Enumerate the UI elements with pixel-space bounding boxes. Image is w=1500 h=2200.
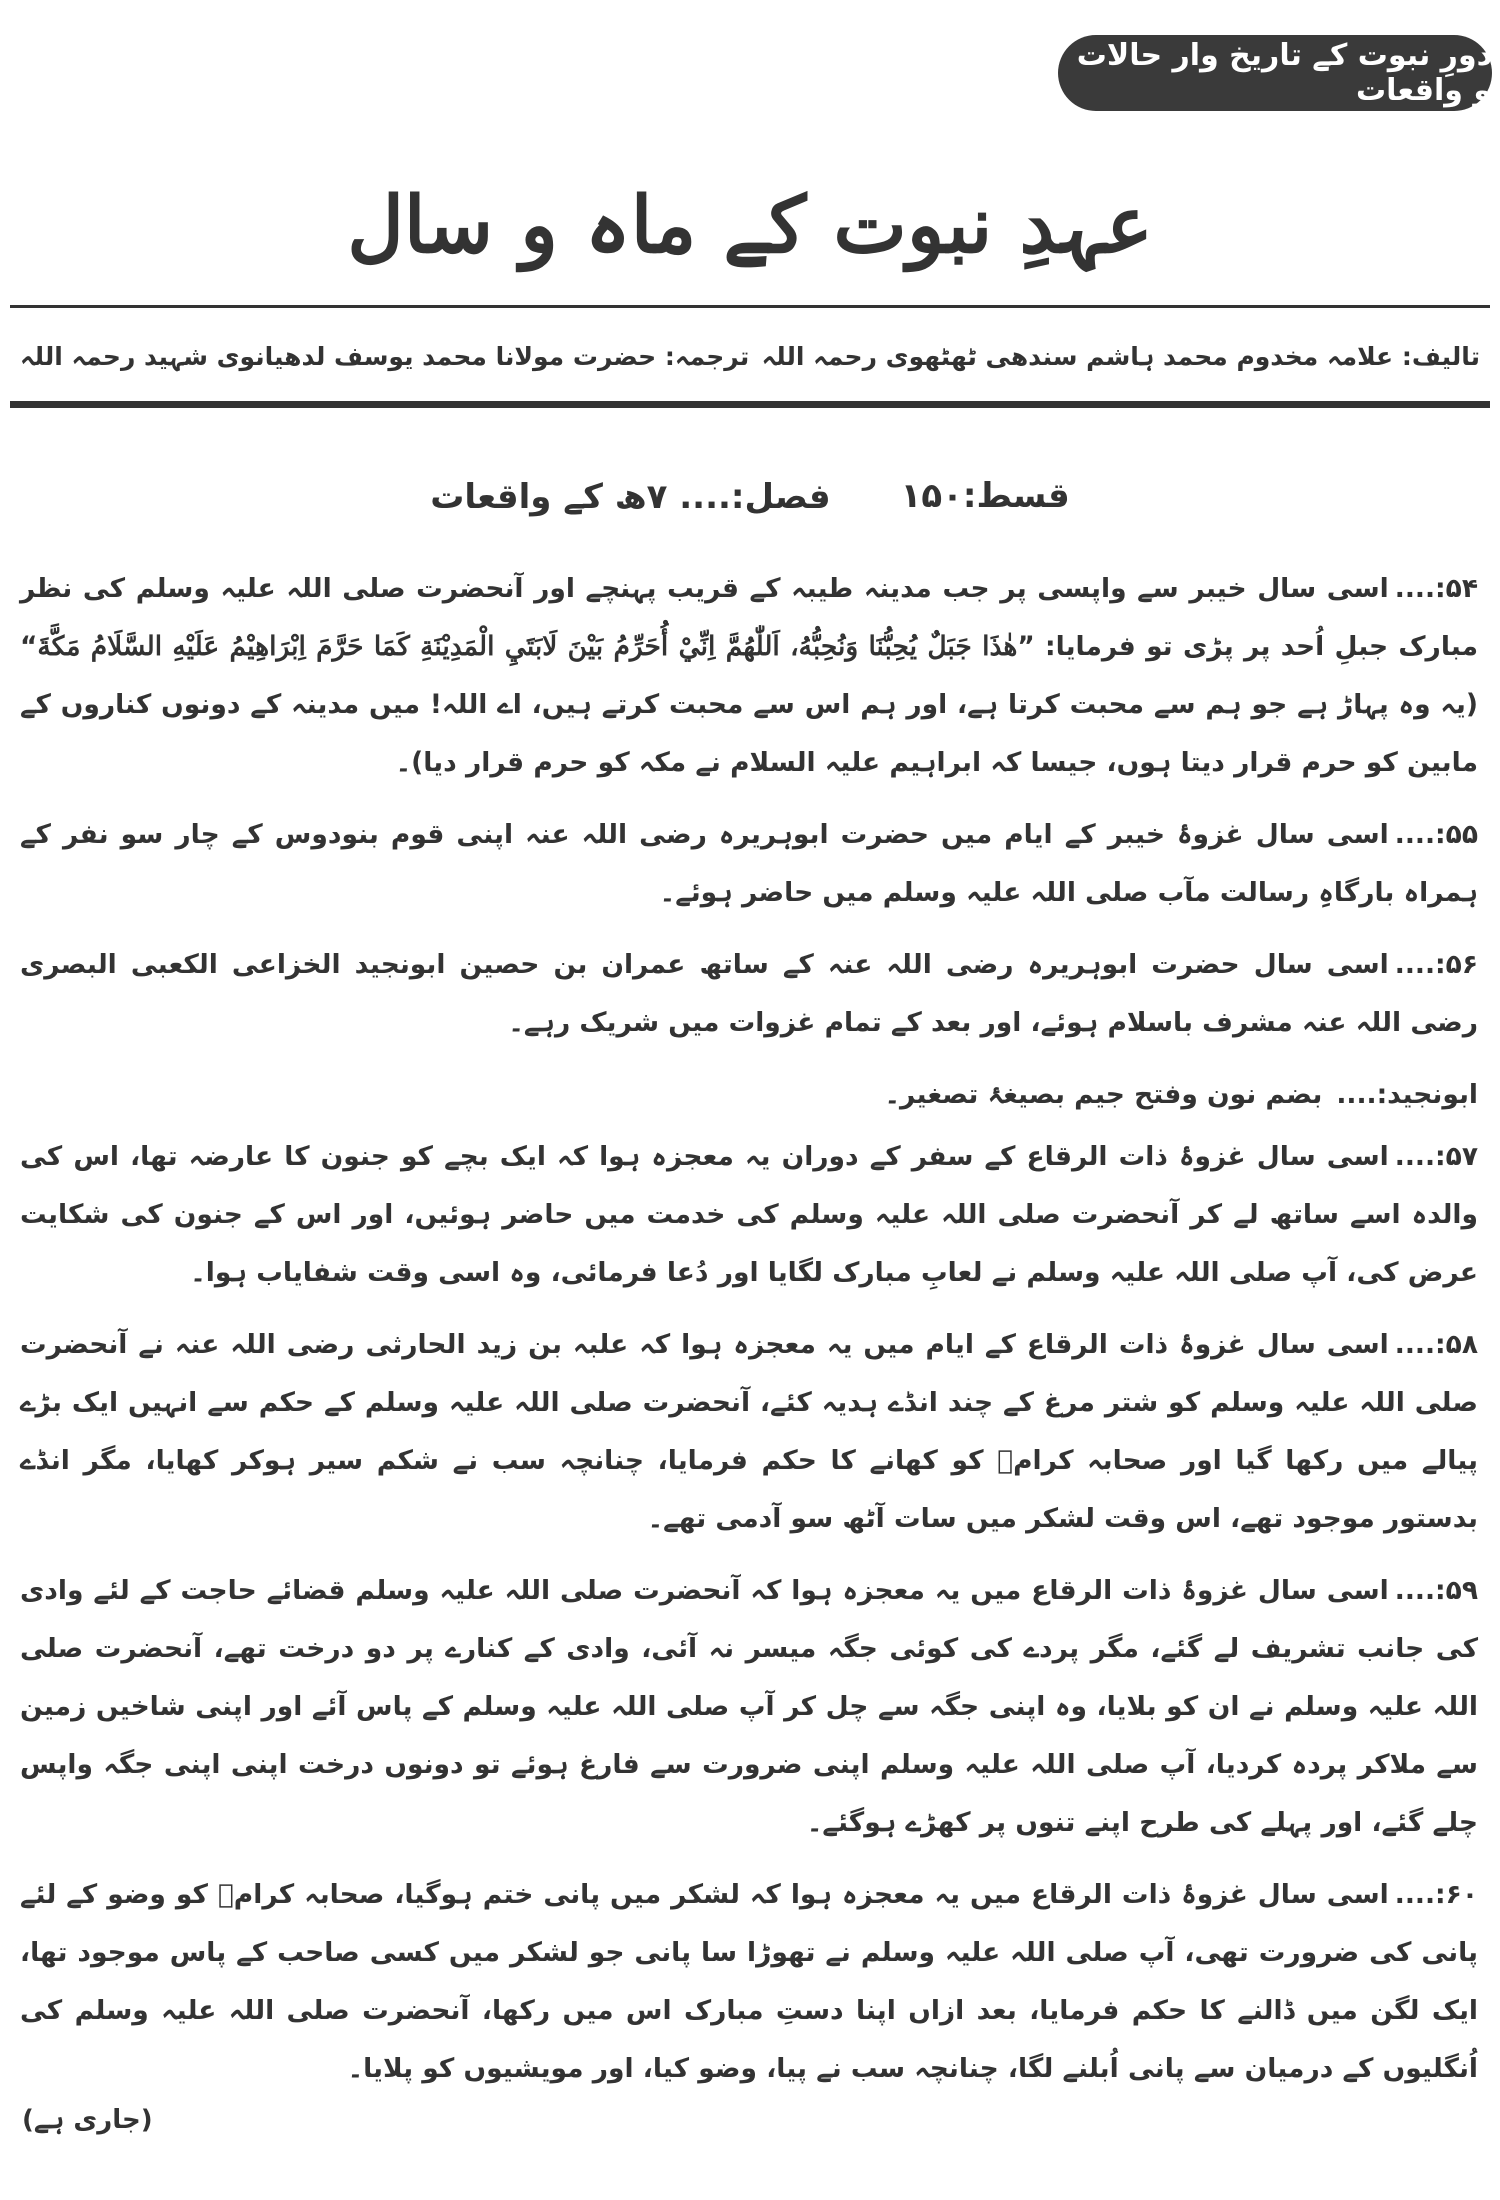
paragraph-number: ۵۶:.... <box>1394 949 1478 980</box>
paragraph-55 <box>20 806 1478 922</box>
page-title: عہدِ نبوت کے ماہ و سال <box>347 180 1153 271</box>
paragraph-text: اسی سال غزوۂ خیبر کے ایام میں حضرت ابوہریرہ رضی اللہ عنہ اپنی قوم بنودوس کے چار سو نفر کے ہمراہ بارگاہِ رسالت مآب صلی اللہ علیہ وسلم میں حاضر ہوئے۔ <box>20 819 1478 908</box>
paragraph-54 <box>20 560 1478 792</box>
paragraph-text: اسی سال حضرت ابوہریرہ رضی اللہ عنہ کے ساتھ عمران بن حصین ابونجید الخزاعی الکعبی البصری رضی اللہ عنہ مشرف باسلام ہوئے، اور بعد کے تمام غزوات میں شریک رہے۔ <box>20 949 1478 1038</box>
divider-top <box>10 305 1490 308</box>
section-tab: دورِ نبوت کے تاریخ وار حالات و واقعات <box>1058 35 1492 111</box>
author-name: علامہ مخدوم محمد ہاشم سندھی ٹھٹھوی رحمہ اللہ <box>761 341 1394 371</box>
author-credit <box>762 342 1480 371</box>
paragraph-number: ۵۷:.... <box>1394 1141 1478 1172</box>
paragraph-58 <box>20 1316 1478 1548</box>
article-body <box>20 560 1478 2112</box>
paragraph-text-after: “ (یہ وہ پہاڑ ہے جو ہم سے محبت کرتا ہے، اور ہم اس سے محبت کرتے ہیں، اے اللہ! میں مدینہ کے دونوں کناروں کے مابین کو حرم قرار دیتا ہوں، جیسا کہ ابراہیم علیہ السلام نے مکہ کو حرم قرار دیا)۔ <box>20 631 1478 778</box>
note-explanation: بضم نون وفتح جیم بصیغۂ تصغیر۔ <box>884 1079 1323 1110</box>
paragraph-59 <box>20 1562 1478 1852</box>
credits-bar <box>20 326 1480 386</box>
chapter-heading <box>0 476 1500 517</box>
paragraph-number: ۵۵:.... <box>1394 819 1478 850</box>
paragraph-60 <box>20 1866 1478 2098</box>
paragraph-text: اسی سال غزوۂ ذات الرقاع کے ایام میں یہ معجزہ ہوا کہ علبہ بن زید الحارثی رضی اللہ عنہ نے آنحضرت صلی اللہ علیہ وسلم کو شتر مرغ کے چند انڈے ہدیہ کئے، آنحضرت صلی اللہ علیہ وسلم کے حکم سے انہیں ایک بڑے پیالے میں رکھا گیا اور صحابہ کرامؓ کو کھانے کا حکم فرمایا، چنانچہ سب نے شکم سیر ہوکر کھایا، مگر انڈے بدستور موجود تھے، اس وقت لشکر میں سات آٹھ سو آدمی تھے۔ <box>20 1329 1478 1534</box>
paragraph-text: اسی سال غزوۂ ذات الرقاع میں یہ معجزہ ہوا کہ آنحضرت صلی اللہ علیہ وسلم قضائے حاجت کے لئے وادی کی جانب تشریف لے گئے، مگر پردے کی کوئی جگہ میسر نہ آئی، وادی کے کنارے پر دو درخت تھے، آنحضرت صلی اللہ علیہ وسلم نے ان کو بلایا، وہ اپنی جگہ سے چل کر آپ صلی اللہ علیہ وسلم کے پاس آئے اور اپنی شاخیں زمین سے ملاکر پردہ کردیا، آپ صلی اللہ علیہ وسلم اپنی ضرورت سے فارغ ہوئے تو دونوں درخت اپنی اپنی جگہ واپس چلے گئے، اور پہلے کی طرح اپنے تنوں پر کھڑے ہوگئے۔ <box>20 1575 1478 1838</box>
paragraph-number: ۵۸:.... <box>1394 1329 1478 1360</box>
translator-label: ترجمہ: <box>664 341 750 371</box>
continued-note: (جاری ہے) <box>22 2105 153 2135</box>
paragraph-number: ۵۹:.... <box>1394 1575 1478 1606</box>
section-heading: فصل:.... ۷ھ کے واقعات <box>430 477 831 517</box>
installment-number: قسط:۱۵۰ <box>900 476 1070 516</box>
paragraph-text: اسی سال غزوۂ ذات الرقاع کے سفر کے دوران یہ معجزہ ہوا کہ ایک بچے کو جنون کا عارضہ تھا، اس کی والدہ اسے ساتھ لے کر آنحضرت صلی اللہ علیہ وسلم کی خدمت میں حاضر ہوئیں، اور اس کے جنون کی شکایت عرض کی، آپ صلی اللہ علیہ وسلم نے لعابِ مبارک لگایا اور دُعا فرمائی، وہ اسی وقت شفایاب ہوا۔ <box>20 1141 1478 1288</box>
translator-name: حضرت مولانا محمد یوسف لدھیانوی شہید رحمہ اللہ <box>20 341 657 371</box>
translator-credit <box>20 342 749 371</box>
paragraph-text: اسی سال غزوۂ ذات الرقاع میں یہ معجزہ ہوا کہ لشکر میں پانی ختم ہوگیا، صحابہ کرامؓ کو وضو کے لئے پانی کی ضرورت تھی، آپ صلی اللہ علیہ وسلم نے تھوڑا سا پانی جو لشکر میں کسی صاحب کے پاس موجود تھا، ایک لگن میں ڈالنے کا حکم فرمایا، بعد ازاں اپنا دستِ مبارک اس میں رکھا، آنحضرت صلی اللہ علیہ وسلم کی اُنگلیوں کے درمیان سے پانی اُبلنے لگا، چنانچہ سب نے پیا، وضو کیا، اور مویشیوں کو پلایا۔ <box>20 1879 1478 2084</box>
paragraph-text: اسی سال خیبر سے واپسی پر جب مدینہ طیبہ کے قریب پہنچے اور آنحضرت صلی اللہ علیہ وسلم کی نظر مبارک جبلِ اُحد پر پڑی تو فرمایا: ” <box>20 573 1478 662</box>
divider-bottom <box>10 401 1490 408</box>
note-term: ابونجید:.... <box>1336 1079 1478 1110</box>
paragraph-57 <box>20 1128 1478 1302</box>
author-label: تالیف: <box>1401 341 1480 371</box>
paragraph-56 <box>20 936 1478 1052</box>
arabic-quote: هٰذَا جَبَلٌ يُحِبُّنَا وَنُحِبُّهُ، اَللّٰهُمَّ اِنِّيْ أُحَرِّمُ بَيْنَ لَابَتَيِ الْمَدِيْنَةِ كَمَا حَرَّمَ اِبْرَاهِيْمُ عَلَيْهِ السَّلَامُ مَكَّةَ <box>37 631 1018 662</box>
footnote-abunajid <box>20 1066 1478 1124</box>
paragraph-number: ۶۰:.... <box>1394 1879 1478 1910</box>
paragraph-number: ۵۴:.... <box>1394 573 1478 604</box>
